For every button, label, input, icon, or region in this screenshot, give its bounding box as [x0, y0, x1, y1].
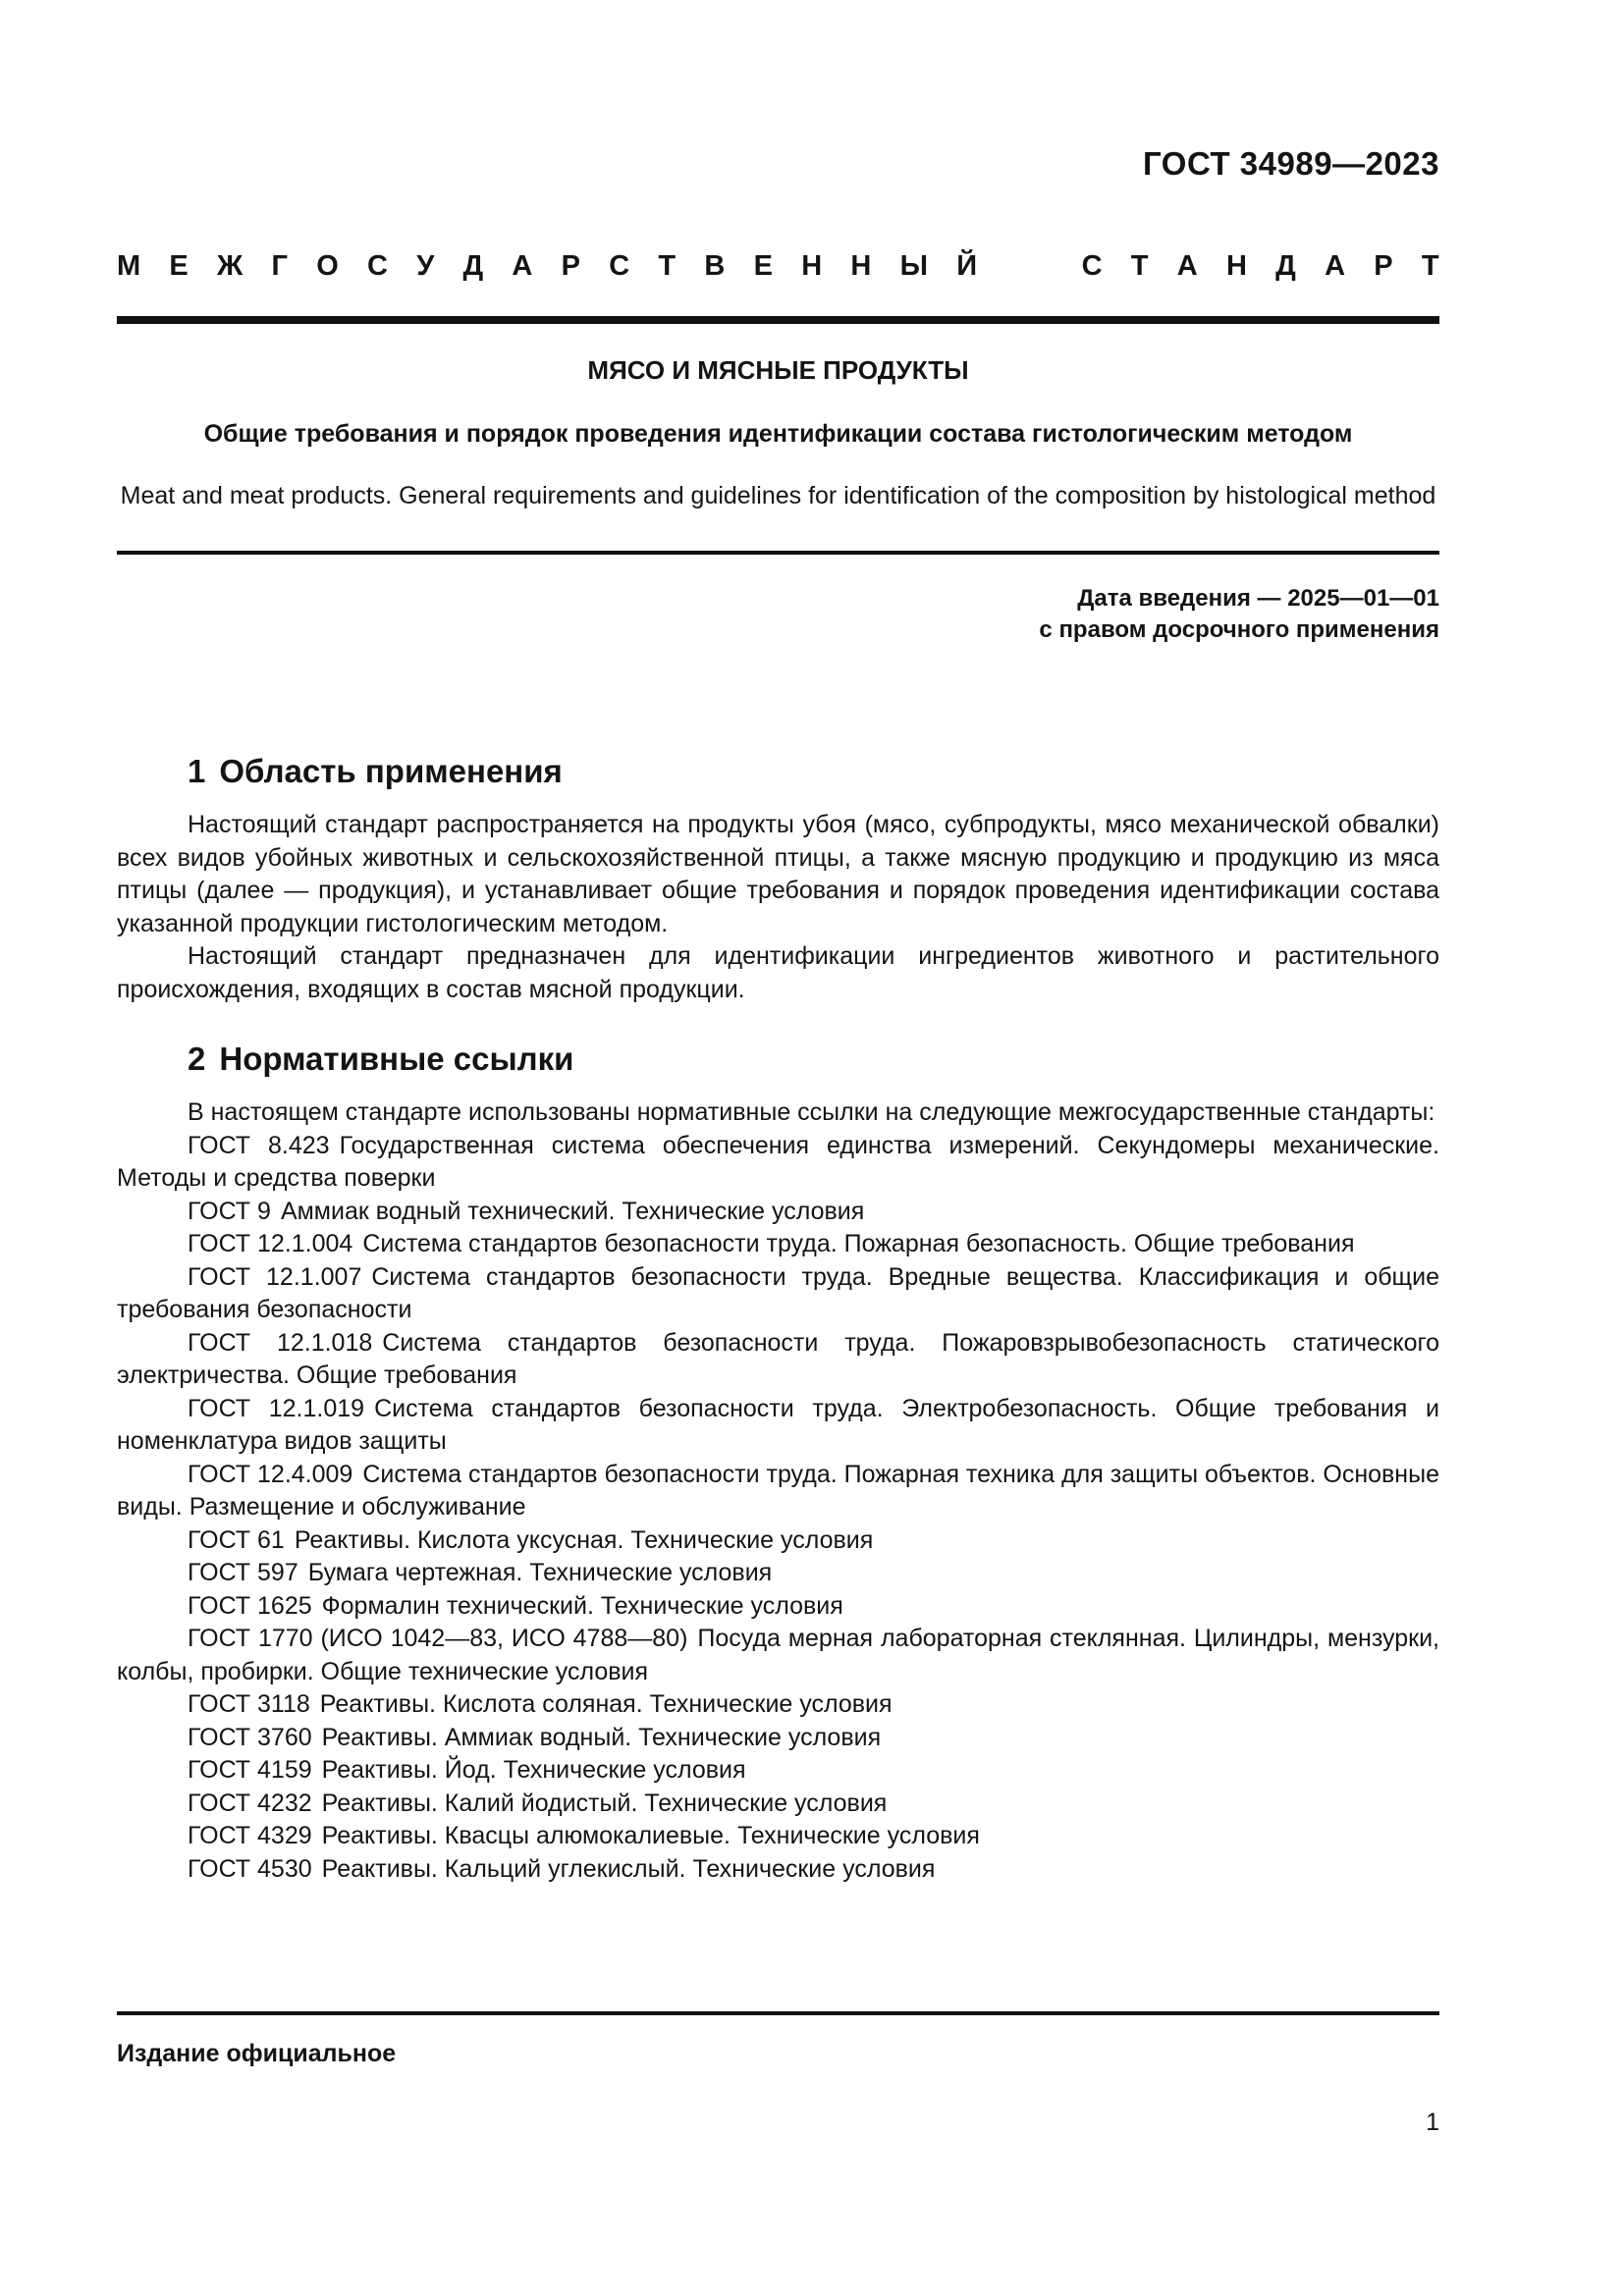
standard-type-letter: М	[117, 250, 141, 282]
standard-type-letter: Е	[169, 250, 189, 282]
footer-divider	[117, 2011, 1439, 2015]
reference-code: ГОСТ 4159	[188, 1756, 312, 1784]
section-number: 2	[188, 1041, 206, 1077]
reference-code: ГОСТ 12.1.004	[188, 1230, 353, 1257]
reference-item	[117, 1393, 1439, 1459]
reference-title: Государственная система обеспечения единства измерений. Секундомеры механические. Методы и средства поверки	[117, 1131, 1439, 1192]
section-title: Нормативные ссылки	[219, 1041, 574, 1077]
reference-code: ГОСТ 1770 (ИСО 1042—83, ИСО 4788—80)	[188, 1625, 688, 1652]
paragraph: В настоящем стандарте использованы нормативные ссылки на следующие межгосударственные стандарты:	[188, 1098, 1435, 1126]
reference-item	[117, 1623, 1439, 1688]
reference-item	[117, 1820, 1439, 1853]
paragraph: Настоящий стандарт распространяется на продукты убоя (мясо, субпродукты, мясо механической обвалки) всех видов убойных животных и сельскохозяйственной птицы, а также мясную продукцию и продукцию из мяса птицы (далее — продукция), и устанавливает общие требования и порядок проведения идентификации состава указанной продукции гистологическим методом.	[117, 811, 1439, 937]
reference-code: ГОСТ 4329	[188, 1822, 312, 1849]
standard-type-letter: Т	[1130, 250, 1149, 282]
reference-item	[117, 1228, 1439, 1261]
section-normative-references	[117, 1040, 1439, 1886]
standard-type-letter: Г	[271, 250, 288, 282]
reference-item	[117, 1590, 1439, 1624]
document-title: МЯСО И МЯСНЫЕ ПРОДУКТЫ	[587, 355, 969, 385]
reference-code: ГОСТ 1625	[188, 1591, 312, 1620]
reference-title: Система стандартов безопасности труда. Вредные вещества. Классификация и общие требования безопасности	[117, 1262, 1439, 1323]
reference-item	[117, 1196, 1439, 1229]
reference-item	[117, 1261, 1439, 1327]
standard-type-letter: А	[1325, 250, 1346, 282]
reference-title: Система стандартов безопасности труда. Пожарная техника для защиты объектов. Основные виды. Размещение и обслуживание	[117, 1460, 1439, 1521]
standard-type-heading	[117, 250, 1439, 283]
reference-code: ГОСТ 12.1.007	[188, 1262, 362, 1291]
reference-title: Реактивы. Йод. Технические условия	[321, 1756, 746, 1784]
reference-item	[117, 1524, 1439, 1558]
reference-title: Система стандартов безопасности труда. Пожарная безопасность. Общие требования	[362, 1230, 1355, 1257]
reference-code: ГОСТ 3118	[188, 1690, 310, 1718]
standard-type-letter: Р	[1374, 250, 1393, 282]
reference-code: ГОСТ 4530	[188, 1854, 312, 1883]
reference-item	[117, 1130, 1439, 1196]
document-body	[117, 752, 1439, 1886]
section-title: Область применения	[219, 753, 563, 789]
document-title-english: Meat and meat products. General requirements and guidelines for identification of the composition by histological method	[120, 482, 1436, 509]
reference-title: Реактивы. Кислота соляная. Технические условия	[319, 1690, 893, 1718]
standard-type-letter: Р	[561, 250, 580, 282]
reference-item	[117, 1754, 1439, 1788]
reference-title: Посуда мерная лабораторная стеклянная. Цилиндры, мензурки, колбы, пробирки. Общие технические условия	[117, 1625, 1439, 1685]
reference-title: Реактивы. Квасцы алюмокалиевые. Технические условия	[321, 1822, 980, 1849]
standard-type-letter: С	[609, 250, 630, 282]
reference-title: Бумага чертежная. Технические условия	[307, 1559, 773, 1586]
standard-type-letter: Д	[1275, 250, 1296, 282]
document-number: ГОСТ 34989—2023	[1143, 145, 1439, 182]
standard-type-letter: Й	[956, 250, 978, 282]
standard-type-letter: Ы	[899, 250, 928, 282]
standard-type-letter: Н	[801, 250, 823, 282]
standard-type-letter: Н	[1225, 250, 1247, 282]
header-divider	[117, 316, 1439, 324]
reference-title: Реактивы. Кислота уксусная. Технические условия	[294, 1525, 874, 1554]
reference-code: ГОСТ 4232	[188, 1789, 312, 1817]
standard-type-letter: А	[1176, 250, 1198, 282]
standard-type-letter: С	[367, 250, 388, 282]
standard-type-letter: В	[704, 250, 726, 282]
early-application-note: с правом досрочного применения	[1039, 616, 1439, 643]
reference-item	[117, 1459, 1439, 1524]
standard-type-letter: О	[316, 250, 339, 282]
reference-code: ГОСТ 12.1.019	[188, 1394, 365, 1422]
reference-title: Реактивы. Кальций углекислый. Технические условия	[321, 1854, 936, 1883]
section-number: 1	[188, 753, 206, 789]
introduction-date-block	[1039, 583, 1439, 646]
reference-code: ГОСТ 12.4.009	[188, 1460, 353, 1488]
standard-type-letter: Т	[658, 250, 677, 282]
section-scope	[117, 752, 1439, 1006]
document-subtitle: Общие требования и порядок проведения идентификации состава гистологическим методом	[203, 420, 1353, 448]
introduction-date: Дата введения — 2025—01—01	[1077, 585, 1439, 612]
reference-title: Аммиак водный технический. Технические условия	[280, 1197, 865, 1225]
standard-type-letter: С	[1081, 250, 1103, 282]
reference-code: ГОСТ 12.1.018	[188, 1328, 373, 1357]
reference-item	[117, 1722, 1439, 1755]
reference-code: ГОСТ 3760	[188, 1723, 312, 1751]
reference-item	[117, 1557, 1439, 1590]
standard-type-letter: Ж	[217, 250, 244, 282]
reference-title: Реактивы. Аммиак водный. Технические условия	[321, 1723, 882, 1751]
page-number: 1	[1426, 2109, 1439, 2136]
reference-code: ГОСТ 597	[188, 1559, 298, 1586]
standard-type-space	[1005, 250, 1053, 283]
title-divider	[117, 551, 1439, 555]
reference-code: ГОСТ 9	[188, 1197, 271, 1225]
reference-title: Система стандартов безопасности труда. Электробезопасность. Общие требования и номенклатура видов защиты	[117, 1394, 1439, 1455]
standard-type-letter: У	[416, 250, 435, 282]
reference-title: Система стандартов безопасности труда. Пожаровзрывобезопасность статического электричества. Общие требования	[117, 1328, 1439, 1389]
paragraph: Настоящий стандарт предназначен для идентификации ингредиентов животного и растительного происхождения, входящих в состав мясной продукции.	[117, 942, 1439, 1003]
section-heading	[117, 752, 1439, 791]
standard-type-letter: Е	[753, 250, 773, 282]
reference-item	[117, 1853, 1439, 1887]
standard-type-letter: Д	[462, 250, 484, 282]
reference-item	[117, 1327, 1439, 1393]
reference-item	[117, 1788, 1439, 1821]
reference-code: ГОСТ 61	[188, 1525, 285, 1554]
reference-title: Формалин технический. Технические условия	[321, 1591, 843, 1620]
standard-type-letter: А	[512, 250, 533, 282]
official-edition-label: Издание официальное	[117, 2040, 397, 2067]
reference-item	[117, 1688, 1439, 1722]
reference-title: Реактивы. Калий йодистый. Технические условия	[321, 1789, 888, 1817]
section-heading	[117, 1040, 1439, 1079]
standard-type-letter: Н	[850, 250, 872, 282]
reference-code: ГОСТ 8.423	[188, 1131, 330, 1159]
standard-type-letter: Т	[1421, 250, 1439, 282]
